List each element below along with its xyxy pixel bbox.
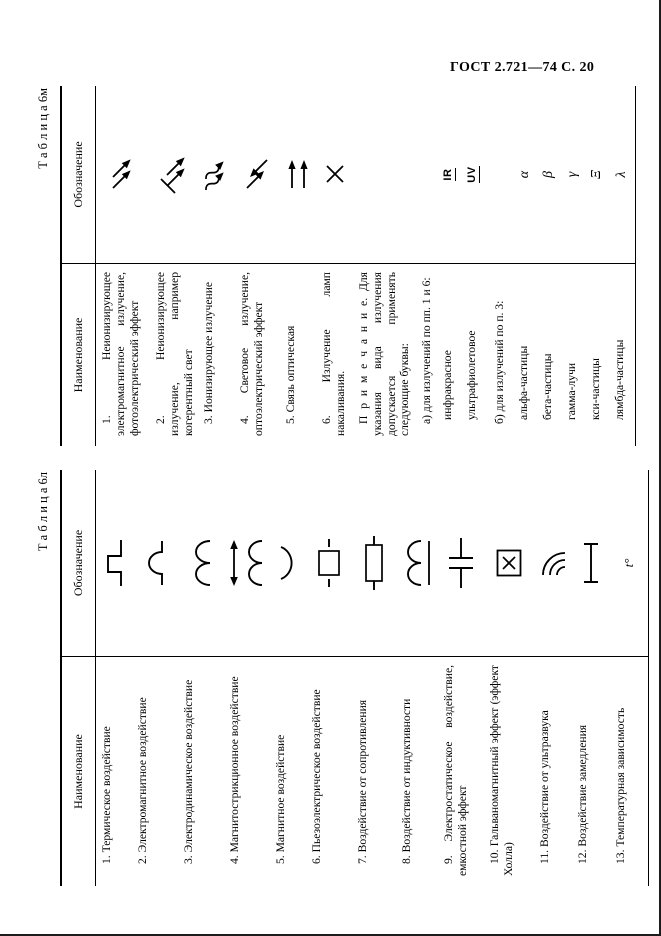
column-header-symbol: Обозначение bbox=[71, 529, 85, 597]
resistor-icon bbox=[359, 535, 389, 591]
inductor-with-line-icon bbox=[402, 539, 432, 587]
row-symbol bbox=[316, 86, 437, 263]
row-name bbox=[224, 656, 270, 886]
two-opposite-arrows-icon bbox=[242, 154, 272, 196]
row-name bbox=[306, 656, 352, 886]
double-arc-with-arrow-icon bbox=[228, 539, 266, 587]
row-symbol bbox=[437, 86, 461, 263]
table-row bbox=[280, 86, 316, 446]
piezo-crystal-icon bbox=[314, 537, 344, 589]
capacitor-icon bbox=[447, 537, 475, 589]
row-name bbox=[270, 656, 306, 886]
row-symbol bbox=[306, 470, 352, 656]
row-name bbox=[609, 263, 635, 446]
row-name-text: 2. Неионизирующее излучение, например когерентный свет bbox=[154, 272, 195, 436]
alpha-symbol: α bbox=[516, 170, 532, 179]
row-name-text: 6. Излучение ламп накаливания. bbox=[320, 272, 348, 436]
row-symbol bbox=[484, 470, 534, 656]
row-name-text: лямбда-частицы bbox=[612, 339, 626, 420]
xi-symbol: Ξ bbox=[588, 170, 604, 179]
row-symbol bbox=[270, 470, 306, 656]
table-row bbox=[585, 86, 609, 446]
row-name bbox=[352, 656, 396, 886]
cross-icon bbox=[324, 164, 346, 186]
table-6l-grid bbox=[60, 470, 649, 886]
table-6m bbox=[36, 86, 636, 446]
row-name-text: гамма-лучи bbox=[564, 362, 578, 420]
row-name-text: инфракрасное bbox=[440, 350, 454, 420]
row-symbol bbox=[485, 86, 513, 263]
row-name bbox=[484, 656, 534, 886]
row-symbol bbox=[198, 86, 234, 263]
page-title: ГОСТ 2.721—74 С. 20 bbox=[450, 60, 595, 75]
row-symbol bbox=[352, 470, 396, 656]
row-name bbox=[438, 656, 484, 886]
double-arc-icon bbox=[188, 539, 214, 587]
row-symbol bbox=[534, 470, 572, 656]
row-symbol bbox=[224, 470, 270, 656]
row-name bbox=[234, 263, 280, 446]
row-name bbox=[513, 263, 537, 446]
table-6m-caption: Т а б л и ц а 6м bbox=[36, 88, 50, 169]
row-symbol bbox=[234, 86, 280, 263]
row-name-text: 12. Воздействие замедления bbox=[576, 724, 589, 864]
row-name-text: ультрафиолетовое bbox=[464, 330, 478, 420]
two-arrows-from-bar-icon bbox=[158, 153, 190, 197]
two-wavy-arrows-icon bbox=[200, 153, 232, 197]
row-name bbox=[437, 263, 461, 446]
table-row bbox=[316, 86, 437, 446]
table-row bbox=[485, 86, 513, 446]
row-name bbox=[198, 263, 234, 446]
table-row bbox=[178, 470, 224, 886]
row-name bbox=[461, 263, 485, 446]
row-name-text: 9. Электростатическое воздействие, емкостной эффект bbox=[442, 665, 469, 876]
row-name-text: 5. Магнитное воздействие bbox=[274, 734, 287, 864]
ultrasound-waves-icon bbox=[537, 547, 569, 579]
row-symbol bbox=[513, 86, 537, 263]
row-symbol bbox=[178, 470, 224, 656]
row-symbol bbox=[96, 86, 150, 263]
table-row bbox=[609, 86, 635, 446]
row-name-text: 10. Гальваномагнитный эффект (эффект Холла) bbox=[488, 665, 515, 876]
infrared-code: IR bbox=[441, 168, 454, 181]
row-symbol bbox=[132, 470, 178, 656]
row-name bbox=[96, 656, 132, 886]
row-symbol bbox=[609, 86, 635, 263]
row-name bbox=[178, 656, 224, 886]
row-symbol bbox=[610, 470, 648, 656]
row-symbol bbox=[280, 86, 316, 263]
row-name bbox=[572, 656, 610, 886]
row-name bbox=[150, 263, 198, 446]
row-name bbox=[585, 263, 609, 446]
table-row bbox=[537, 86, 561, 446]
table-row bbox=[610, 470, 648, 886]
row-name bbox=[610, 656, 648, 886]
table-header-row bbox=[62, 470, 96, 886]
table-row bbox=[224, 470, 270, 886]
column-header-name: Наименование bbox=[62, 263, 95, 446]
row-name-text: 3. Ионизирующее излучение bbox=[202, 281, 216, 424]
beta-symbol: β bbox=[540, 171, 556, 178]
table-row bbox=[132, 470, 178, 886]
table-row bbox=[572, 470, 610, 886]
table-row bbox=[513, 86, 537, 446]
row-name-text: 1. Термическое воздействие bbox=[100, 726, 113, 864]
row-name bbox=[396, 656, 438, 886]
gamma-symbol: γ bbox=[564, 171, 580, 178]
table-row bbox=[96, 86, 150, 446]
two-diagonal-arrows-icon bbox=[108, 155, 138, 195]
row-name bbox=[537, 263, 561, 446]
row-symbol bbox=[96, 470, 132, 656]
table-row bbox=[461, 86, 485, 446]
row-symbol bbox=[585, 86, 609, 263]
row-name bbox=[534, 656, 572, 886]
table-row bbox=[561, 86, 585, 446]
table-row bbox=[438, 470, 484, 886]
row-name-text: кси-частицы bbox=[588, 358, 602, 420]
row-name bbox=[316, 263, 437, 446]
sublist-a-heading: а) для излучений по пп. 1 и 6: bbox=[420, 277, 434, 424]
table-row bbox=[306, 470, 352, 886]
two-parallel-arrows-icon bbox=[284, 157, 312, 193]
half-wave-bump-icon bbox=[143, 540, 167, 586]
table-row bbox=[352, 470, 396, 886]
table-6m-grid bbox=[60, 86, 636, 446]
end-barred-line-icon bbox=[581, 541, 601, 585]
column-header-name: Наименование bbox=[62, 656, 95, 886]
row-symbol bbox=[537, 86, 561, 263]
row-name-text: 4. Световое излучение, оптоэлектрический эффект bbox=[238, 272, 266, 436]
row-name-text: 11. Воздействие от ультразвука bbox=[538, 710, 551, 864]
table-6l bbox=[36, 470, 649, 886]
row-symbol bbox=[150, 86, 198, 263]
row-symbol bbox=[438, 470, 484, 656]
row-name-text: 3. Электродинамическое воздействие bbox=[182, 679, 195, 864]
row-name bbox=[485, 263, 513, 446]
lambda-symbol: λ bbox=[613, 171, 629, 178]
table-row bbox=[270, 470, 306, 886]
row-name-text: 5. Связь оптическая bbox=[284, 325, 298, 424]
ultraviolet-code: UV bbox=[465, 166, 478, 183]
table-row bbox=[484, 470, 534, 886]
table-row bbox=[234, 86, 280, 446]
row-name-text: бета-частицы bbox=[540, 353, 554, 420]
row-name-text: 2. Электромагнитное воздействие bbox=[136, 697, 149, 864]
thermal-pulse-icon bbox=[102, 539, 126, 587]
row-symbol bbox=[561, 86, 585, 263]
table-row bbox=[96, 470, 132, 886]
temperature-symbol: t° bbox=[621, 558, 636, 568]
row-name-text: альфа-частицы bbox=[516, 345, 530, 420]
row-symbol bbox=[461, 86, 485, 263]
row-symbol bbox=[572, 470, 610, 656]
row-name bbox=[96, 263, 150, 446]
table-row bbox=[150, 86, 198, 446]
table-row bbox=[396, 470, 438, 886]
row-name-text: 1. Неионизирующее электромагнитное излучение, фотоэлектрический эффект bbox=[100, 272, 141, 436]
row-name bbox=[561, 263, 585, 446]
row-name bbox=[280, 263, 316, 446]
row-name-text: 6. Пьезоэлектрическое воздействие bbox=[310, 689, 323, 864]
table-row bbox=[437, 86, 461, 446]
row-name-text: 8. Воздействие от индуктивности bbox=[400, 698, 413, 864]
open-arc-icon bbox=[278, 544, 298, 582]
boxed-cross-icon bbox=[495, 548, 523, 578]
row-name bbox=[132, 656, 178, 886]
sublist-b-heading: б) для излучений по п. 3: bbox=[492, 300, 506, 424]
table-row bbox=[534, 470, 572, 886]
column-header-symbol: Обозначение bbox=[71, 141, 85, 208]
table-row bbox=[198, 86, 234, 446]
row-name-text: 13. Температурная зависимость bbox=[614, 707, 627, 864]
table-6l-caption: Т а б л и ц а 6л bbox=[36, 472, 50, 552]
table-header-row bbox=[62, 86, 96, 446]
note-text: П р и м е ч а н и е. Для указания вида излучения допускается применять следующие буквы: bbox=[356, 272, 412, 436]
row-name-text: 4. Магнитострикционное воздействие bbox=[228, 676, 241, 864]
row-symbol bbox=[396, 470, 438, 656]
row-name-text: 7. Воздействие от сопротивления bbox=[356, 699, 369, 864]
